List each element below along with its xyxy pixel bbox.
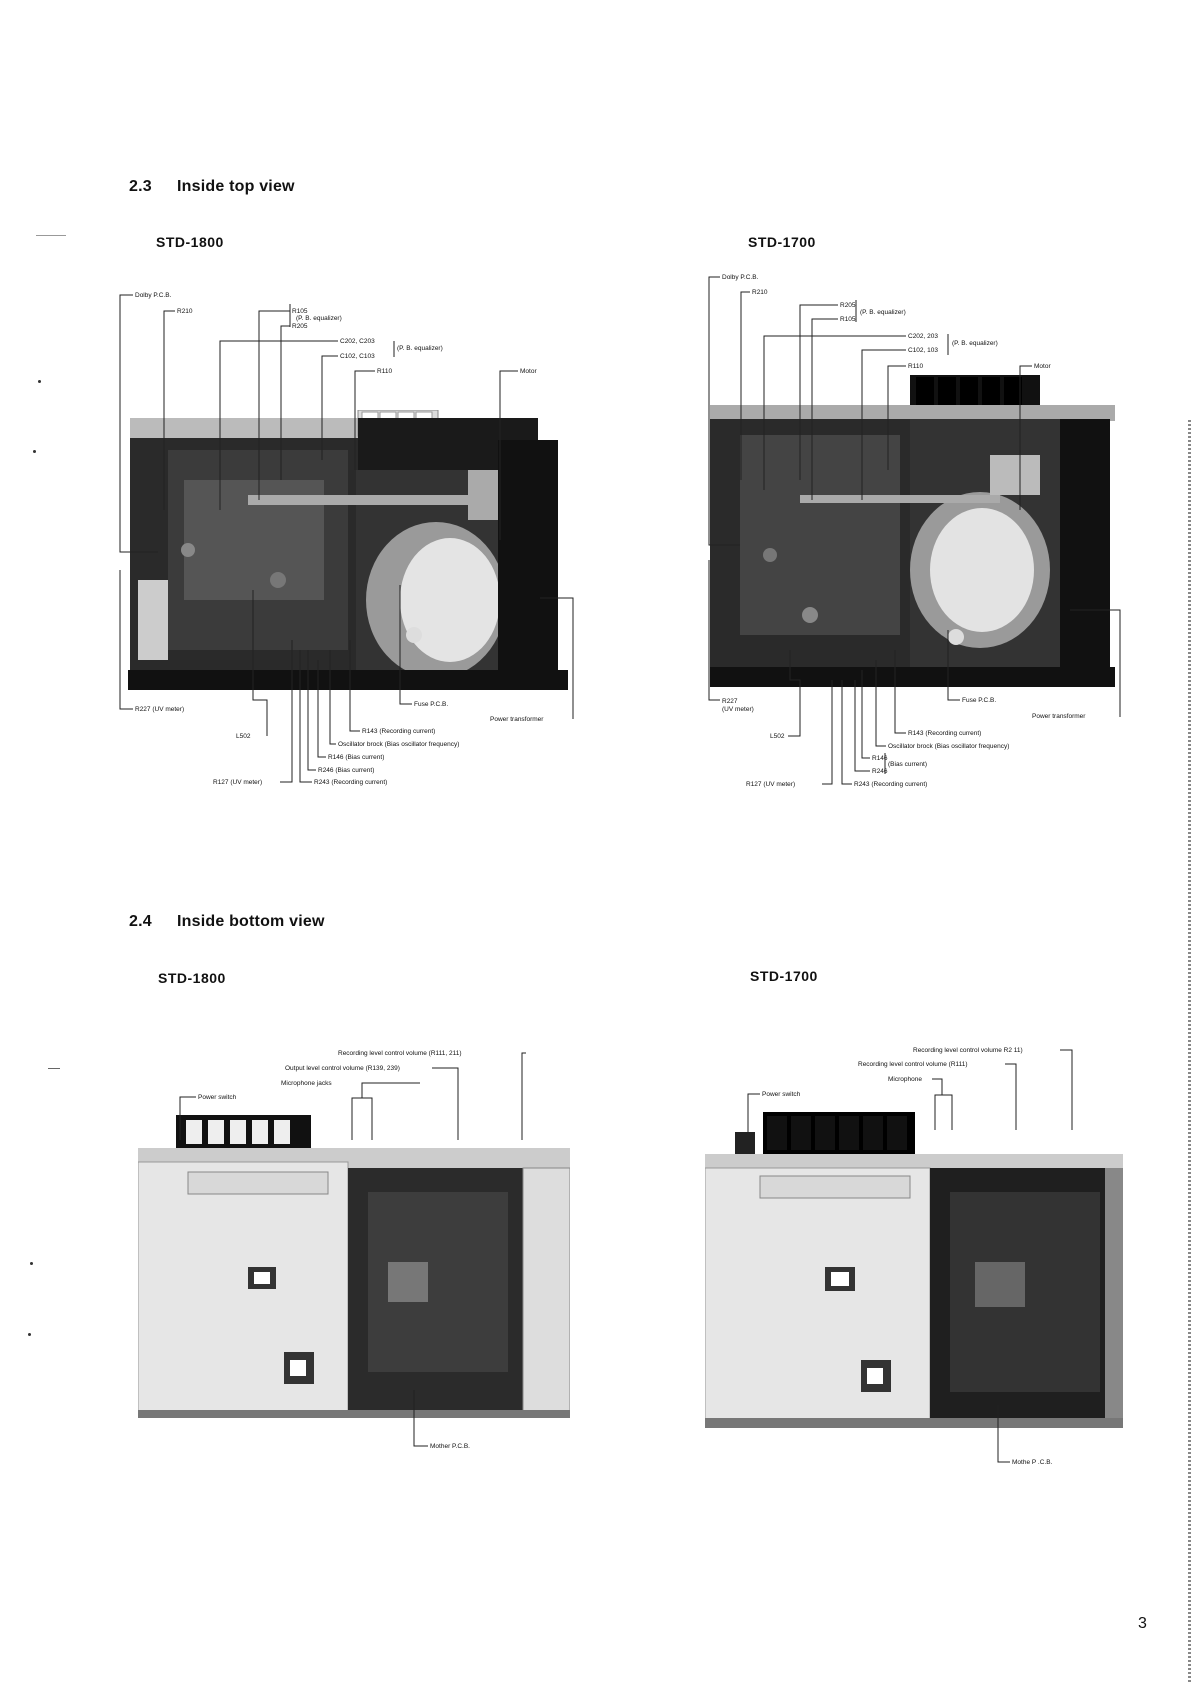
label-oscillator: Oscillator brock (Bias oscillator frequency) xyxy=(338,741,460,748)
label-r243: R243 (Recording current) xyxy=(314,779,388,786)
label-r227: R227 (UV meter) xyxy=(135,706,185,713)
photo-bottom-std1800 xyxy=(138,1112,570,1418)
scan-mark xyxy=(48,1068,60,1069)
model-label-bottom-left: STD-1800 xyxy=(158,970,226,986)
scan-speck xyxy=(33,450,36,453)
label-dolby-pcb: Dolby P.C.B. xyxy=(135,292,172,299)
label-r105: R105 xyxy=(292,308,308,315)
page-number: 3 xyxy=(1138,1615,1147,1632)
label-c102-103: C102, 103 xyxy=(908,347,938,354)
label-rec-level-control: Recording level control volume (R111, 211) xyxy=(338,1050,462,1057)
section-heading-bottom xyxy=(129,913,325,931)
label-mother-pcb: Mother P.C.B. xyxy=(430,1443,470,1450)
model-label-top-right: STD-1700 xyxy=(748,234,816,250)
label-output-level-control: Output level control volume (R139, 239) xyxy=(285,1065,400,1072)
scan-speck xyxy=(38,380,41,383)
label-r143: R143 (Recording current) xyxy=(908,730,982,737)
label-r143: R143 (Recording current) xyxy=(362,728,436,735)
photo-top-std1800 xyxy=(128,410,568,692)
label-r243: R243 (Recording current) xyxy=(854,781,928,788)
label-r105: R105 xyxy=(840,316,856,323)
photo-bottom-std1700 xyxy=(705,1112,1123,1432)
label-oscillator: Oscillator brock (Bias oscillator frequency) xyxy=(888,743,1010,750)
label-c202-c203: C202, C203 xyxy=(340,338,375,345)
label-r146: R146 xyxy=(872,755,888,762)
label-pb-equalizer-2: (P. B. equalizer) xyxy=(397,345,443,352)
label-r127: R127 (UV meter) xyxy=(746,781,796,788)
section-number: 2.3 xyxy=(129,178,152,195)
label-r146: R146 (Bias current) xyxy=(328,754,385,761)
label-r210: R210 xyxy=(177,308,193,315)
section-number: 2.4 xyxy=(129,913,152,930)
label-r205: R205 xyxy=(840,302,856,309)
label-fuse-pcb: Fuse P.C.B. xyxy=(962,697,997,704)
label-motor: Motor xyxy=(520,368,537,375)
label-power-switch: Power switch xyxy=(762,1091,801,1098)
label-r127: R127 (UV meter) xyxy=(213,779,263,786)
label-pb-equalizer: (P. B. equalizer) xyxy=(860,309,906,316)
label-power-transformer: Power transformer xyxy=(1032,713,1086,720)
label-r205: R205 xyxy=(292,323,308,330)
label-power-transformer: Power transformer xyxy=(490,716,544,723)
photo-top-std1700 xyxy=(710,375,1115,690)
label-dolby-pcb: Dolby P.C.B. xyxy=(722,274,759,281)
label-l502: L502 xyxy=(236,733,251,740)
section-title: Inside bottom view xyxy=(177,913,325,930)
label-mother-pcb: Mothe P .C.B. xyxy=(1012,1459,1053,1466)
model-label-top-left: STD-1800 xyxy=(156,234,224,250)
label-uv-meter: (UV meter) xyxy=(722,706,754,713)
scan-speck xyxy=(28,1333,31,1336)
label-rec-level-r211: Recording level control volume R2 11) xyxy=(913,1047,1023,1054)
section-title: Inside top view xyxy=(177,178,295,195)
label-r210: R210 xyxy=(752,289,768,296)
label-bias-current: (Bias current) xyxy=(888,761,928,768)
label-fuse-pcb: Fuse P.C.B. xyxy=(414,701,449,708)
label-r110: R110 xyxy=(908,363,924,370)
label-l502: L502 xyxy=(770,733,785,740)
label-microphone: Microphone xyxy=(888,1076,922,1083)
label-motor: Motor xyxy=(1034,363,1051,370)
label-r227: R227 xyxy=(722,698,738,705)
model-label-bottom-right: STD-1700 xyxy=(750,968,818,984)
label-r246: R246 xyxy=(872,768,888,775)
label-r110: R110 xyxy=(377,368,393,375)
label-c202-203: C202, 203 xyxy=(908,333,938,340)
scan-speck xyxy=(30,1262,33,1265)
label-power-switch: Power switch xyxy=(198,1094,237,1101)
scan-mark xyxy=(36,235,66,236)
section-heading-top xyxy=(129,178,295,196)
label-microphone-jacks: Microphone jacks xyxy=(281,1080,332,1087)
label-r246: R246 (Bias current) xyxy=(318,767,375,774)
label-rec-level-r111: Recording level control volume (R111) xyxy=(858,1061,968,1068)
label-pb-equalizer-2: (P. B. equalizer) xyxy=(952,340,998,347)
label-c102-c103: C102, C103 xyxy=(340,353,375,360)
label-pb-equalizer: (P. B. equalizer) xyxy=(296,315,342,322)
